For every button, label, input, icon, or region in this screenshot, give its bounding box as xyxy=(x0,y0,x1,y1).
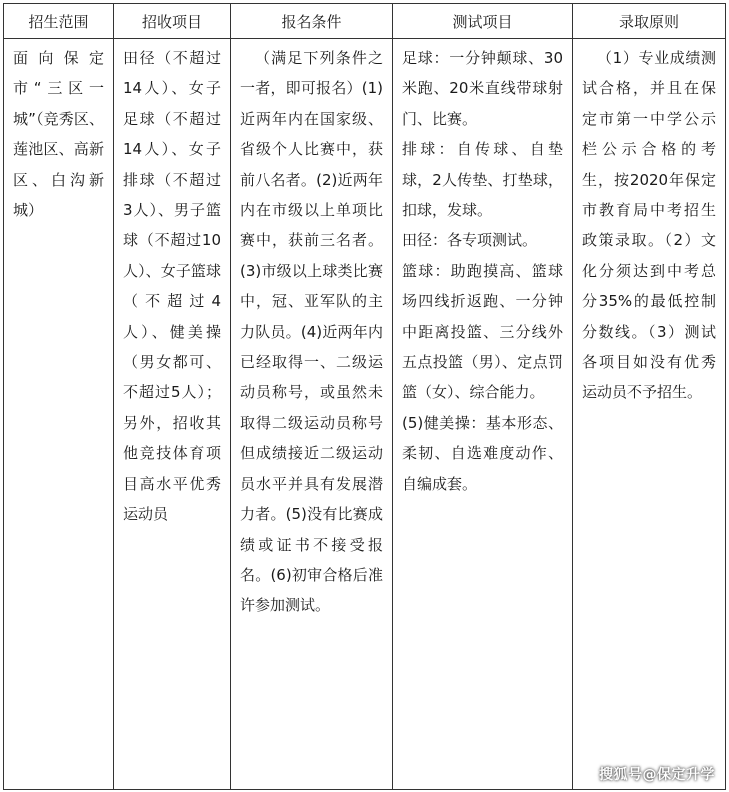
cell-admission xyxy=(573,39,726,790)
header-admission: 录取原则 xyxy=(573,4,726,39)
test-football: 足球：一分钟颠球、30米跑、20米直线带球射门、比赛。 xyxy=(402,49,563,128)
cell-tests xyxy=(393,39,573,790)
header-projects: 招收项目 xyxy=(114,4,231,39)
scope-text: 面向保定市“三区一城”（竞秀区、莲池区、高新区、白沟新城） xyxy=(13,49,104,220)
header-row xyxy=(4,4,726,39)
admission-table xyxy=(3,3,726,790)
test-basketball: 篮球：助跑摸高、篮球场四线折返跑、一分钟中距离投篮、三分线外五点投篮（男）、定点罚篮（女）、综合能力。 xyxy=(402,261,563,402)
admission-text: （1）专业成绩测试合格，并且在保定市第一中学公示栏公示合格的考生，按2020年保定市教育局中考招生政策录取。（2）文化分须达到中考总分35%的最低控制分数线。（3）测试各项目如没有优秀运动员不予招生。 xyxy=(582,49,716,402)
cell-conditions xyxy=(231,39,393,790)
cell-projects xyxy=(114,39,231,790)
test-volleyball: 排球：自传球、自垫球，2人传垫、打垫球，扣球，发球。 xyxy=(402,140,563,220)
cell-scope xyxy=(4,39,114,790)
header-scope: 招生范围 xyxy=(4,4,114,39)
conditions-text: （满足下列条件之一者，即可报名）(1)近两年内在国家级、省级个人比赛中，获前八名者。(2)近两年内在市级以上单项比赛中，获前三名者。(3)市级以上球类比赛中，冠、亚军队的主力队员。(4)近两年内已经取得一、二级运动员称号，或虽然未取得二级运动员称号但成绩接近二级运动员水平并具有发展潜力者。(5)没有比赛成绩或证书不接受报名。(6)初审合格后准许参加测试。 xyxy=(240,49,383,615)
content-row xyxy=(4,39,726,790)
header-tests: 测试项目 xyxy=(393,4,573,39)
test-aerobics: (5)健美操：基本形态、柔韧、自选难度动作、自编成套。 xyxy=(402,413,563,493)
header-conditions: 报名条件 xyxy=(231,4,393,39)
test-athletics: 田径：各专项测试。 xyxy=(402,231,538,250)
source-watermark: 搜狐号@保定升学 xyxy=(599,767,715,783)
projects-text: 田径（不超过14人）、女子足球（不超过14人）、女子排球（不超过3人）、男子篮球（不超过10人）、女子篮球（不超过4人）、健美操（男女都可、不超过5人）；另外，招收其他竞技体育项目高水平优秀运动员 xyxy=(123,49,221,524)
